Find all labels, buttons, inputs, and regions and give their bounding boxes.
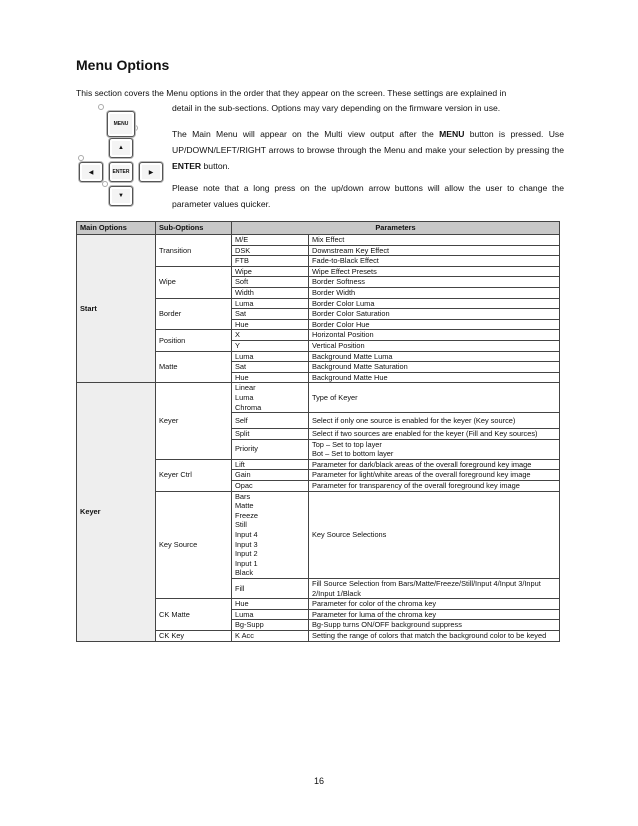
table-header-row	[77, 222, 560, 235]
param-name: Matte	[235, 501, 254, 511]
up-arrow-key-icon: ▲	[109, 138, 133, 158]
param-desc: Parameter for light/white areas of the overall foreground key image	[309, 470, 560, 481]
param-name: Bg-Supp	[232, 620, 309, 631]
param-name: Chroma	[235, 402, 262, 412]
param-name: Opac	[232, 481, 309, 492]
sub-option-border: Border	[156, 298, 232, 330]
param-name: Width	[232, 287, 309, 298]
param-name: Black	[235, 568, 254, 578]
param-desc: Fade-to-Black Effect	[309, 256, 560, 267]
intro-line-2: detail in the sub-sections. Options may vary depending on the firmware version in use.	[172, 103, 501, 113]
param-name: Split	[232, 429, 309, 440]
param-desc	[309, 439, 560, 459]
section-title: Menu Options	[76, 57, 170, 73]
main-menu-paragraph: The Main Menu will appear on the Multi view output after the MENU button is pressed. Use UP/DOWN/LEFT/RIGHT arrows to browse through the Menu and make your selection by pressing the ENTER button.	[172, 129, 564, 171]
param-desc: Select if only one source is enabled for the keyer (Key source)	[309, 413, 560, 429]
sub-option-keyer: Keyer	[156, 383, 232, 460]
param-name: Luma	[232, 351, 309, 362]
param-desc: Key Source Selections	[309, 491, 560, 578]
param-desc: Border Color Saturation	[309, 309, 560, 320]
sub-option-wipe: Wipe	[156, 266, 232, 298]
param-name: K Acc	[232, 630, 309, 641]
param-desc: Border Color Hue	[309, 319, 560, 330]
param-name: DSK	[232, 245, 309, 256]
param-desc: Background Matte Hue	[309, 372, 560, 383]
param-name: Hue	[232, 599, 309, 610]
left-arrow-key-icon: ◀	[79, 162, 103, 182]
remote-keypad-illustration	[76, 103, 161, 215]
param-name: Sat	[232, 309, 309, 320]
param-desc: Parameter for luma of the chroma key	[309, 609, 560, 620]
param-name: Luma	[235, 392, 254, 402]
menu-key-icon: MENU	[107, 111, 135, 137]
param-name: Y	[232, 340, 309, 351]
param-name: Input 2	[235, 549, 258, 559]
right-arrow-key-icon: ▶	[139, 162, 163, 182]
priority-bot-desc: Bot – Set to bottom layer	[312, 449, 394, 459]
param-name: M/E	[232, 235, 309, 246]
param-desc: Setting the range of colors that match the background color to be keyed	[309, 630, 560, 641]
table-row	[77, 235, 560, 246]
param-name: Freeze	[235, 510, 259, 520]
header-main-options: Main Options	[77, 222, 156, 235]
intro-line-1: This section covers the Menu options in the order that they appear on the screen. These settings are explained in	[76, 88, 507, 98]
param-desc: Background Matte Saturation	[309, 362, 560, 373]
param-desc: Parameter for color of the chroma key	[309, 599, 560, 610]
param-desc: Border Color Luma	[309, 298, 560, 309]
param-name: Luma	[232, 609, 309, 620]
param-desc: Border Softness	[309, 277, 560, 288]
main-option-start: Start	[77, 235, 156, 383]
sub-option-keyer-ctrl: Keyer Ctrl	[156, 459, 232, 491]
param-name: Input 1	[235, 558, 258, 568]
param-desc: Vertical Position	[309, 340, 560, 351]
param-name: Priority	[232, 439, 309, 459]
param-desc: Border Width	[309, 287, 560, 298]
param-desc: Horizontal Position	[309, 330, 560, 341]
param-name: Fill	[232, 579, 309, 599]
param-desc: Mix Effect	[309, 235, 560, 246]
param-desc: Type of Keyer	[309, 383, 560, 413]
param-desc: Background Matte Luma	[309, 351, 560, 362]
param-name: Bars	[235, 491, 251, 501]
sub-option-ck-key: CK Key	[156, 630, 232, 641]
param-name: Linear	[235, 383, 256, 393]
param-name: X	[232, 330, 309, 341]
main-option-keyer: Keyer	[77, 383, 156, 641]
header-sub-options: Sub-Options	[156, 222, 232, 235]
sub-option-ck-matte: CK Matte	[156, 599, 232, 631]
sub-option-key-source: Key Source	[156, 491, 232, 599]
param-key-source-list	[232, 491, 309, 578]
param-name: Still	[235, 520, 247, 530]
table-row	[77, 383, 560, 413]
param-desc: Fill Source Selection from Bars/Matte/Freeze/Still/Input 4/Input 3/Input 2/Input 1/Black	[309, 579, 560, 599]
param-desc: Select if two sources are enabled for the keyer (Fill and Key sources)	[309, 429, 560, 440]
param-name: Self	[232, 413, 309, 429]
param-desc: Wipe Effect Presets	[309, 266, 560, 277]
param-name: Input 4	[235, 530, 258, 540]
param-name: Luma	[232, 298, 309, 309]
param-name: Sat	[232, 362, 309, 373]
long-press-paragraph: Please note that a long press on the up/down arrow buttons will allow the user to change the parameter values quicker.	[172, 183, 564, 209]
param-keyer-type-list	[232, 383, 309, 413]
param-name: Soft	[232, 277, 309, 288]
menu-options-table	[76, 221, 560, 642]
param-desc: Downstream Key Effect	[309, 245, 560, 256]
enter-key-icon: ENTER	[109, 162, 133, 182]
header-parameters: Parameters	[232, 222, 560, 235]
param-name: Hue	[232, 372, 309, 383]
sub-option-matte: Matte	[156, 351, 232, 383]
sub-option-transition: Transition	[156, 235, 232, 267]
param-name: Wipe	[232, 266, 309, 277]
page-number: 16	[313, 776, 324, 786]
priority-top-desc: Top – Set to top layer	[312, 439, 382, 449]
param-name: Input 3	[235, 539, 258, 549]
down-arrow-key-icon: ▼	[109, 186, 133, 206]
param-name: Hue	[232, 319, 309, 330]
param-desc: Bg-Supp turns ON/OFF background suppress	[309, 620, 560, 631]
param-name: Gain	[232, 470, 309, 481]
param-desc: Parameter for dark/black areas of the overall foreground key image	[309, 459, 560, 470]
sub-option-position: Position	[156, 330, 232, 351]
param-name: Lift	[232, 459, 309, 470]
param-desc: Parameter for transparency of the overall foreground key image	[309, 481, 560, 492]
param-name: FTB	[232, 256, 309, 267]
